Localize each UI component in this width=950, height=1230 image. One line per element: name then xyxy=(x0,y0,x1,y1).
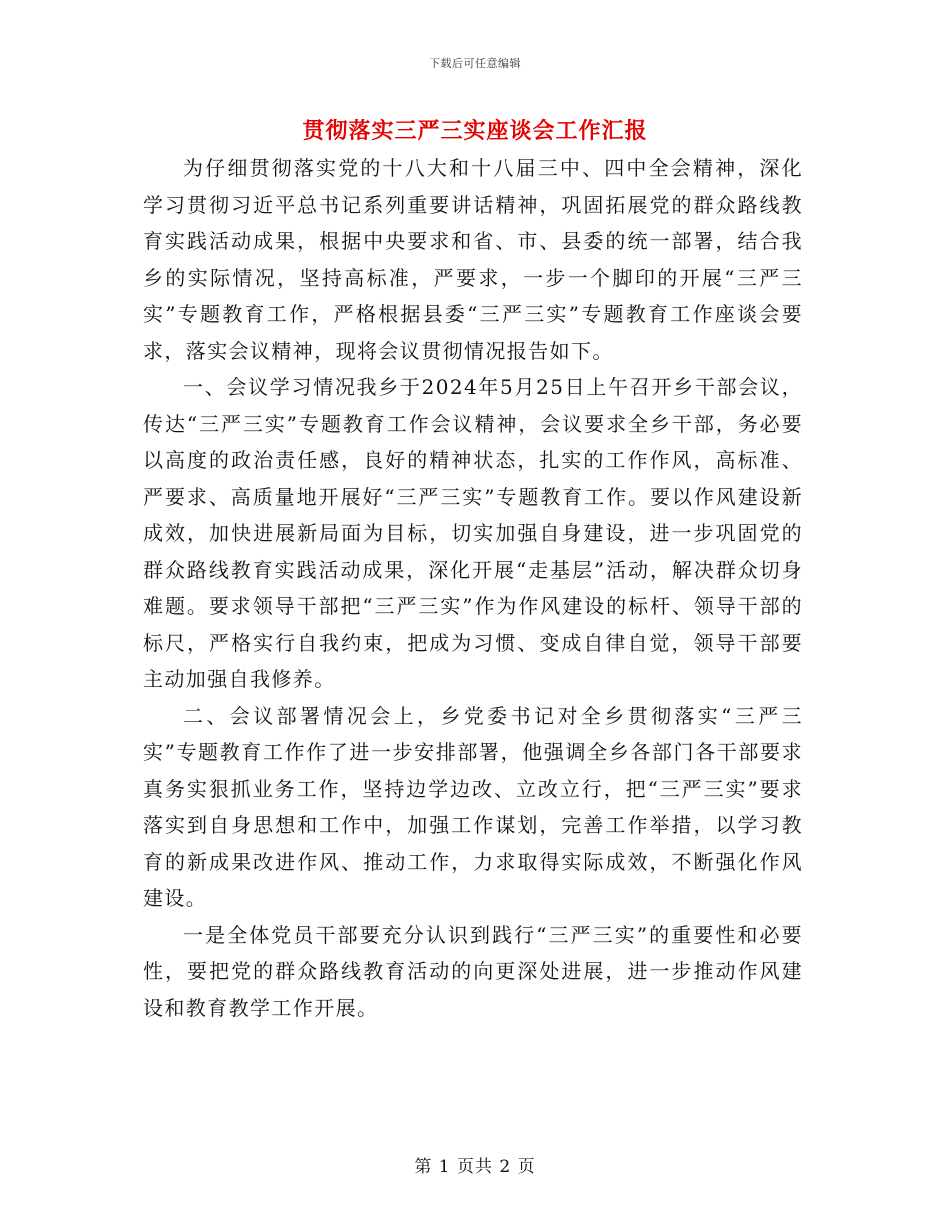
page-footer: 第 1 页共 2 页 xyxy=(414,1157,536,1177)
document-title: 贯彻落实三严三实座谈会工作汇报 xyxy=(302,118,648,144)
paragraph-point-one: 一是全体党员干部要充分认识到践行“三严三实”的重要性和必要性，要把党的群众路线教育活动的向更深处进展，进一步推动作风建设和教育教学工作开展。 xyxy=(143,922,803,1020)
paragraph-intro: 为仔细贯彻落实党的十八大和十八届三中、四中全会精神，深化学习贯彻习近平总书记系列重要讲话精神，巩固拓展党的群众路线教育实践活动成果，根据中央要求和省、市、县委的统一部署，结合我乡的实际情况，坚持高标准，严要求，一步一个脚印的开展“三严三实”专题教育工作，严格根据县委“三严三实”专题教育工作座谈会要求，落实会议精神，现将会议贯彻情况报告如下。 xyxy=(143,156,803,363)
paragraph-meeting-deployment: 二、会议部署情况会上，乡党委书记对全乡贯彻落实“三严三实”专题教育工作作了进一步安排部署，他强调全乡各部门各干部要求真务实狠抓业务工作，坚持边学边改、立改立行，把“三严三实”要求落实到自身思想和工作中，加强工作谋划，完善工作举措，以学习教育的新成果改进作风、推动工作，力求取得实际成效，不断强化作风建设。 xyxy=(143,703,803,910)
header-note: 下载后可任意编辑 xyxy=(429,57,521,70)
paragraph-meeting-study: 一、会议学习情况我乡于2024年5月25日上午召开乡干部会议，传达“三严三实”专题教育工作会议精神，会议要求全乡干部，务必要以高度的政治责任感，良好的精神状态，扎实的工作作风，高标准、严要求、高质量地开展好“三严三实”专题教育工作。要以作风建设新成效，加快进展新局面为目标，切实加强自身建设，进一步巩固党的群众路线教育实践活动成果，深化开展“走基层”活动，解决群众切身难题。要求领导干部把“三严三实”作为作风建设的标杆、领导干部的标尺，严格实行自我约束，把成为习惯、变成自律自觉，领导干部要主动加强自我修养。 xyxy=(143,375,803,691)
document-body xyxy=(143,150,803,1026)
